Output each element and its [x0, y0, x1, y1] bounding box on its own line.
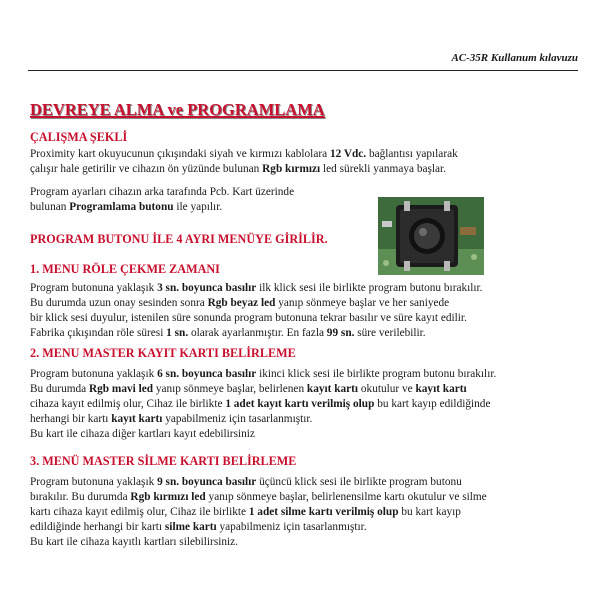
- text-segment: okutulur ve: [358, 383, 416, 395]
- bold-segment: 9 sn. boyunca basılır: [157, 476, 257, 488]
- bold-segment: 1 adet kayıt kartı verilmiş olup: [225, 398, 375, 410]
- text-segment: cihaza kayıt edilmiş olur, Cihaz ile birlikte: [30, 398, 226, 410]
- text-line: [30, 475, 487, 490]
- text-segment: ile yapılır.: [173, 201, 223, 213]
- main-title: DEVREYE ALMA ve PROGRAMLAMA: [30, 100, 325, 119]
- bold-segment: kayıt kartı: [415, 383, 467, 395]
- bold-segment: 99 sn.: [326, 327, 355, 339]
- text-segment: led sürekli yanmaya başlar.: [320, 163, 446, 175]
- bold-segment: Rgb kırmızı led: [130, 491, 206, 503]
- text-line: [30, 505, 487, 520]
- bold-segment: Programlama butonu: [69, 201, 174, 213]
- text-segment: herhangi bir kartı: [30, 413, 112, 425]
- text-line: [30, 535, 487, 550]
- bold-segment: 3 sn. boyunca basılır: [157, 282, 257, 294]
- bold-segment: kayıt kartı: [306, 383, 359, 395]
- text-line: [30, 490, 487, 505]
- text-segment: kartı cihaza kayıt edilmiş olur, Cihaz ile birlikte: [30, 506, 249, 518]
- text-segment: Bu durumda: [30, 383, 89, 395]
- menu2-heading: 2. MENU MASTER KAYIT KARTI BELİRLEME: [30, 346, 296, 360]
- bold-segment: Rgb mavi led: [89, 383, 154, 395]
- text-segment: yanıp sönmeye başlar ve her saniyede: [275, 297, 450, 309]
- text-segment: bağlantısı yapılarak: [366, 148, 458, 160]
- text-segment: Bu durumda uzun onay sesinden sonra: [30, 297, 208, 309]
- header-divider: [28, 70, 578, 71]
- text-segment: bir klick sesi duyulur, istenilen süre sonunda program butonuna tekrar basılır ve süre kayıt edilir.: [30, 312, 467, 324]
- text-line: [30, 296, 483, 311]
- text-segment: Proximity kart okuyucunun çıkışındaki siyah ve kırmızı kablolara: [30, 148, 330, 160]
- menu1-section: [30, 262, 483, 341]
- text-line: [30, 520, 487, 535]
- text-segment: yapabilmeniz için tasarlanmıştır.: [216, 521, 367, 533]
- calisma-paragraph-1: [30, 147, 458, 177]
- bold-segment: silme kartı: [164, 521, 217, 533]
- menu2-paragraph: [30, 367, 496, 442]
- text-segment: ilk klick sesi ile birlikte program butonu bırakılır.: [256, 282, 483, 294]
- text-line: [30, 147, 458, 162]
- text-segment: yanıp sönmeye başlar, belirlenensilme kartı okutulur ve silme: [205, 491, 487, 503]
- text-segment: bırakılır. Bu durumda: [30, 491, 131, 503]
- text-segment: Bu kart ile cihaza kayıtlı kartları silebilirsiniz.: [30, 536, 238, 548]
- menu2-section: [30, 346, 496, 442]
- text-segment: bu kart kayıp: [398, 506, 461, 518]
- document-header: AC-35R Kullanum kılavuzu: [451, 52, 578, 64]
- text-segment: Program butonuna yaklaşık: [30, 476, 158, 488]
- text-segment: yapabilmeniz için tasarlanmıştır.: [162, 413, 313, 425]
- bold-segment: 1 adet silme kartı verilmiş olup: [248, 506, 399, 518]
- menu1-heading: 1. MENU RÖLE ÇEKME ZAMANI: [30, 262, 220, 276]
- text-segment: Bu kart ile cihaza diğer kartları kayıt edebilirsiniz: [30, 428, 255, 440]
- menu3-paragraph: [30, 475, 487, 550]
- text-line: [30, 326, 483, 341]
- text-segment: edildiğinde herhangi bir kartı: [30, 521, 165, 533]
- text-segment: olarak ayarlanmıştır. En fazla: [188, 327, 327, 339]
- text-segment: üçüncü klick sesi ile birlikte program butonu: [256, 476, 462, 488]
- text-segment: Fabrika çıkışından röle süresi: [30, 327, 167, 339]
- text-segment: Program butonuna yaklaşık: [30, 282, 158, 294]
- calisma-heading: ÇALIŞMA ŞEKLİ: [30, 130, 128, 144]
- text-segment: yanıp sönmeye başlar, belirlenen: [153, 383, 307, 395]
- bold-segment: kayıt kartı: [111, 413, 163, 425]
- bold-segment: 6 sn. boyunca basılır: [157, 368, 257, 380]
- bold-segment: Rgb kırmızı: [262, 163, 321, 175]
- text-segment: çalışır hale getirilir ve cihazın ön yüzünde bulunan: [30, 163, 263, 175]
- text-segment: Program ayarları cihazın arka tarafında Pcb. Kart üzerinde: [30, 186, 295, 198]
- text-line: [30, 427, 496, 442]
- program-intro-heading: PROGRAM BUTONU İLE 4 AYRI MENÜYE GİRİLİR.: [30, 232, 328, 246]
- text-segment: bulunan: [30, 201, 70, 213]
- bold-segment: 12 Vdc.: [329, 148, 367, 160]
- menu3-heading: 3. MENÜ MASTER SİLME KARTI BELİRLEME: [30, 454, 297, 468]
- menu3-section: [30, 454, 487, 550]
- text-line: [30, 367, 496, 382]
- bold-segment: 1 sn.: [166, 327, 189, 339]
- program-intro: [30, 232, 328, 247]
- text-line: [30, 412, 496, 427]
- text-segment: bu kart kayıp edildiğinde: [374, 398, 491, 410]
- text-segment: ikinci klick sesi ile birlikte program butonu bırakılır.: [256, 368, 497, 380]
- bold-segment: Rgb beyaz led: [207, 297, 276, 309]
- text-line: [30, 382, 496, 397]
- text-line: [30, 162, 458, 177]
- text-segment: süre verilebilir.: [354, 327, 426, 339]
- text-segment: Program butonuna yaklaşık: [30, 368, 158, 380]
- text-line: [30, 281, 483, 296]
- text-line: [30, 311, 483, 326]
- text-line: [30, 397, 496, 412]
- menu1-paragraph: [30, 281, 483, 341]
